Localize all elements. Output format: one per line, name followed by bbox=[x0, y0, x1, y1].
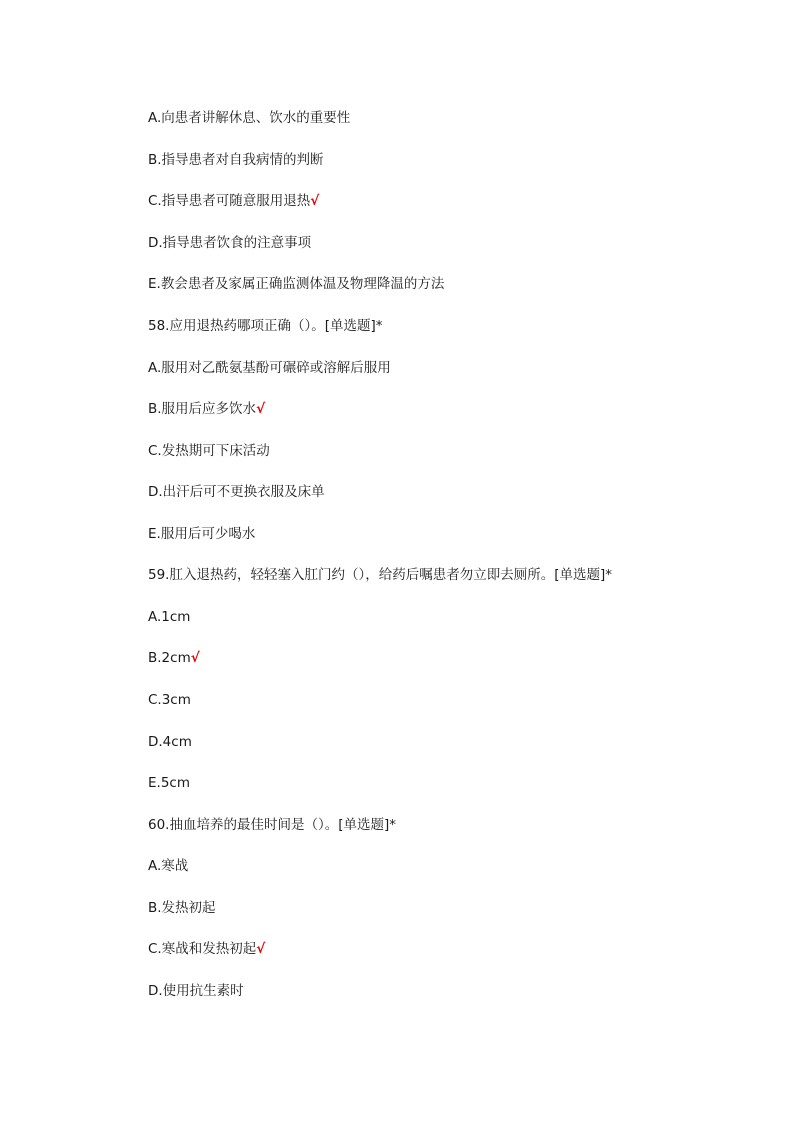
option-text: A.1cm bbox=[148, 609, 191, 625]
question-heading bbox=[148, 565, 612, 585]
option-text: C.指导患者可随意服用退热 bbox=[148, 193, 311, 209]
option-text: C.寒战和发热初起 bbox=[148, 941, 257, 957]
question-text: 59.肛入退热药，轻轻塞入肛门约（），给药后嘱患者勿立即去厕所。[单选题]* bbox=[148, 567, 613, 583]
answer-option bbox=[148, 856, 188, 876]
answer-option bbox=[148, 233, 311, 253]
answer-option bbox=[148, 607, 190, 627]
option-text: D.指导患者饮食的注意事项 bbox=[148, 235, 312, 251]
question-heading bbox=[148, 815, 396, 835]
option-text: D.使用抗生素时 bbox=[148, 983, 244, 999]
answer-option bbox=[148, 524, 255, 544]
answer-option bbox=[148, 150, 324, 170]
option-text: C.发热期可下床活动 bbox=[148, 443, 270, 459]
answer-option bbox=[148, 773, 190, 793]
correct-checkmark: √ bbox=[190, 650, 200, 666]
question-text: 60.抽血培养的最佳时间是（）。[单选题]* bbox=[148, 817, 397, 833]
answer-option bbox=[148, 441, 270, 461]
option-text: E.服用后可少喝水 bbox=[148, 526, 256, 542]
question-text: 58.应用退热药哪项正确（）。[单选题]* bbox=[148, 318, 383, 334]
answer-option bbox=[148, 274, 444, 294]
option-text: B.2cm bbox=[148, 650, 191, 666]
option-text: D.出汗后可不更换衣服及床单 bbox=[148, 484, 325, 500]
option-text: B.服用后应多饮水 bbox=[148, 401, 257, 417]
answer-option bbox=[148, 399, 265, 419]
answer-option bbox=[148, 939, 265, 959]
question-heading bbox=[148, 316, 383, 336]
option-text: B.发热初起 bbox=[148, 900, 216, 916]
option-text: A.寒战 bbox=[148, 858, 189, 874]
correct-checkmark: √ bbox=[310, 193, 320, 209]
answer-option bbox=[148, 191, 319, 211]
answer-option bbox=[148, 898, 216, 918]
answer-option bbox=[148, 108, 350, 128]
correct-checkmark: √ bbox=[256, 401, 266, 417]
answer-option bbox=[148, 358, 391, 378]
option-text: E.5cm bbox=[148, 775, 190, 791]
option-text: C.3cm bbox=[148, 692, 191, 708]
answer-option bbox=[148, 732, 192, 752]
option-text: A.向患者讲解休息、饮水的重要性 bbox=[148, 110, 351, 126]
option-text: E.教会患者及家属正确监测体温及物理降温的方法 bbox=[148, 276, 445, 292]
correct-checkmark: √ bbox=[256, 941, 266, 957]
answer-option bbox=[148, 981, 244, 1001]
answer-option bbox=[148, 690, 191, 710]
option-text: B.指导患者对自我病情的判断 bbox=[148, 152, 324, 168]
answer-option bbox=[148, 648, 200, 668]
answer-option bbox=[148, 482, 325, 502]
option-text: D.4cm bbox=[148, 734, 192, 750]
option-text: A.服用对乙酰氨基酚可碾碎或溶解后服用 bbox=[148, 360, 391, 376]
